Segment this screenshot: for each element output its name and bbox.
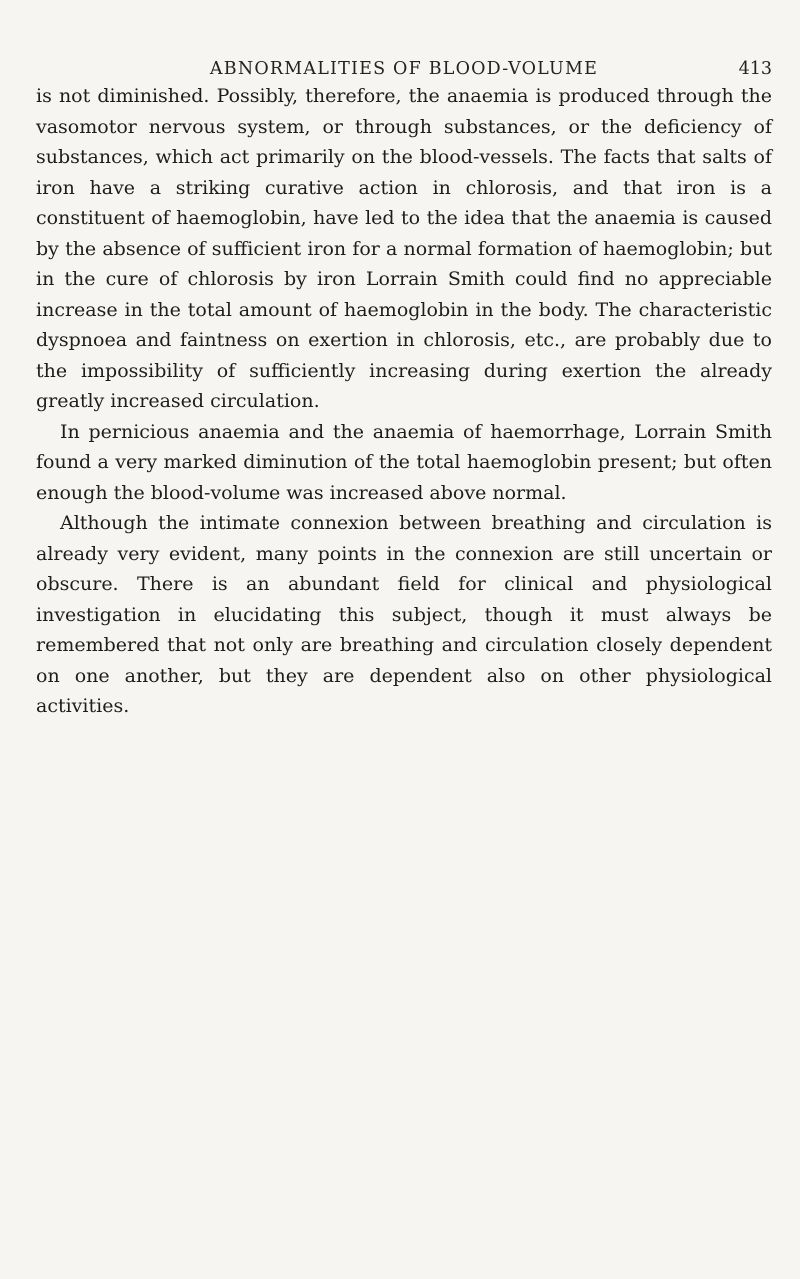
paragraph-continued: is not diminished. Possibly, therefore, the anaemia is produced through the vasomotor nervous system, or through substances, or the deficiency of substances, which act primarily on the blood-vessels. The facts that salts of iron have a striking curative action in chlorosis, and that iron is a constituent of haemoglobin, have led to the idea that the anaemia is caused by the absence of sufficient iron for a normal formation of haemoglobin; but in the cure of chlorosis by iron Lorrain Smith could find no appreciable increase in the total amount of haemoglobin in the body. The characteristic dyspnoea and faintness on exertion in chlorosis, etc., are probably due to the impossibility of sufficiently increasing during exertion the already greatly increased circulation. [36,85,772,412]
running-title: ABNORMALITIES OF BLOOD-VOLUME [209,59,599,79]
paragraph-breathing-circulation: Although the intimate connexion between breathing and circulation is already very evident, many points in the connexion are still uncertain or obscure. There is an abundant field for clinical and physiological investigation in elucidating this subject, though it must always be remembered that not only are breathing and circulation closely dependent on one another, but they are dependent also on other physiological activities. [36,512,772,717]
paragraph-pernicious-anaemia: In pernicious anaemia and the anaemia of haemorrhage, Lorrain Smith found a very marked diminution of the total haemoglobin present; but often enough the blood-volume was increased above normal. [36,420,772,504]
body-text [36,81,772,722]
running-head [36,56,772,82]
page-number: 413 [738,59,772,79]
